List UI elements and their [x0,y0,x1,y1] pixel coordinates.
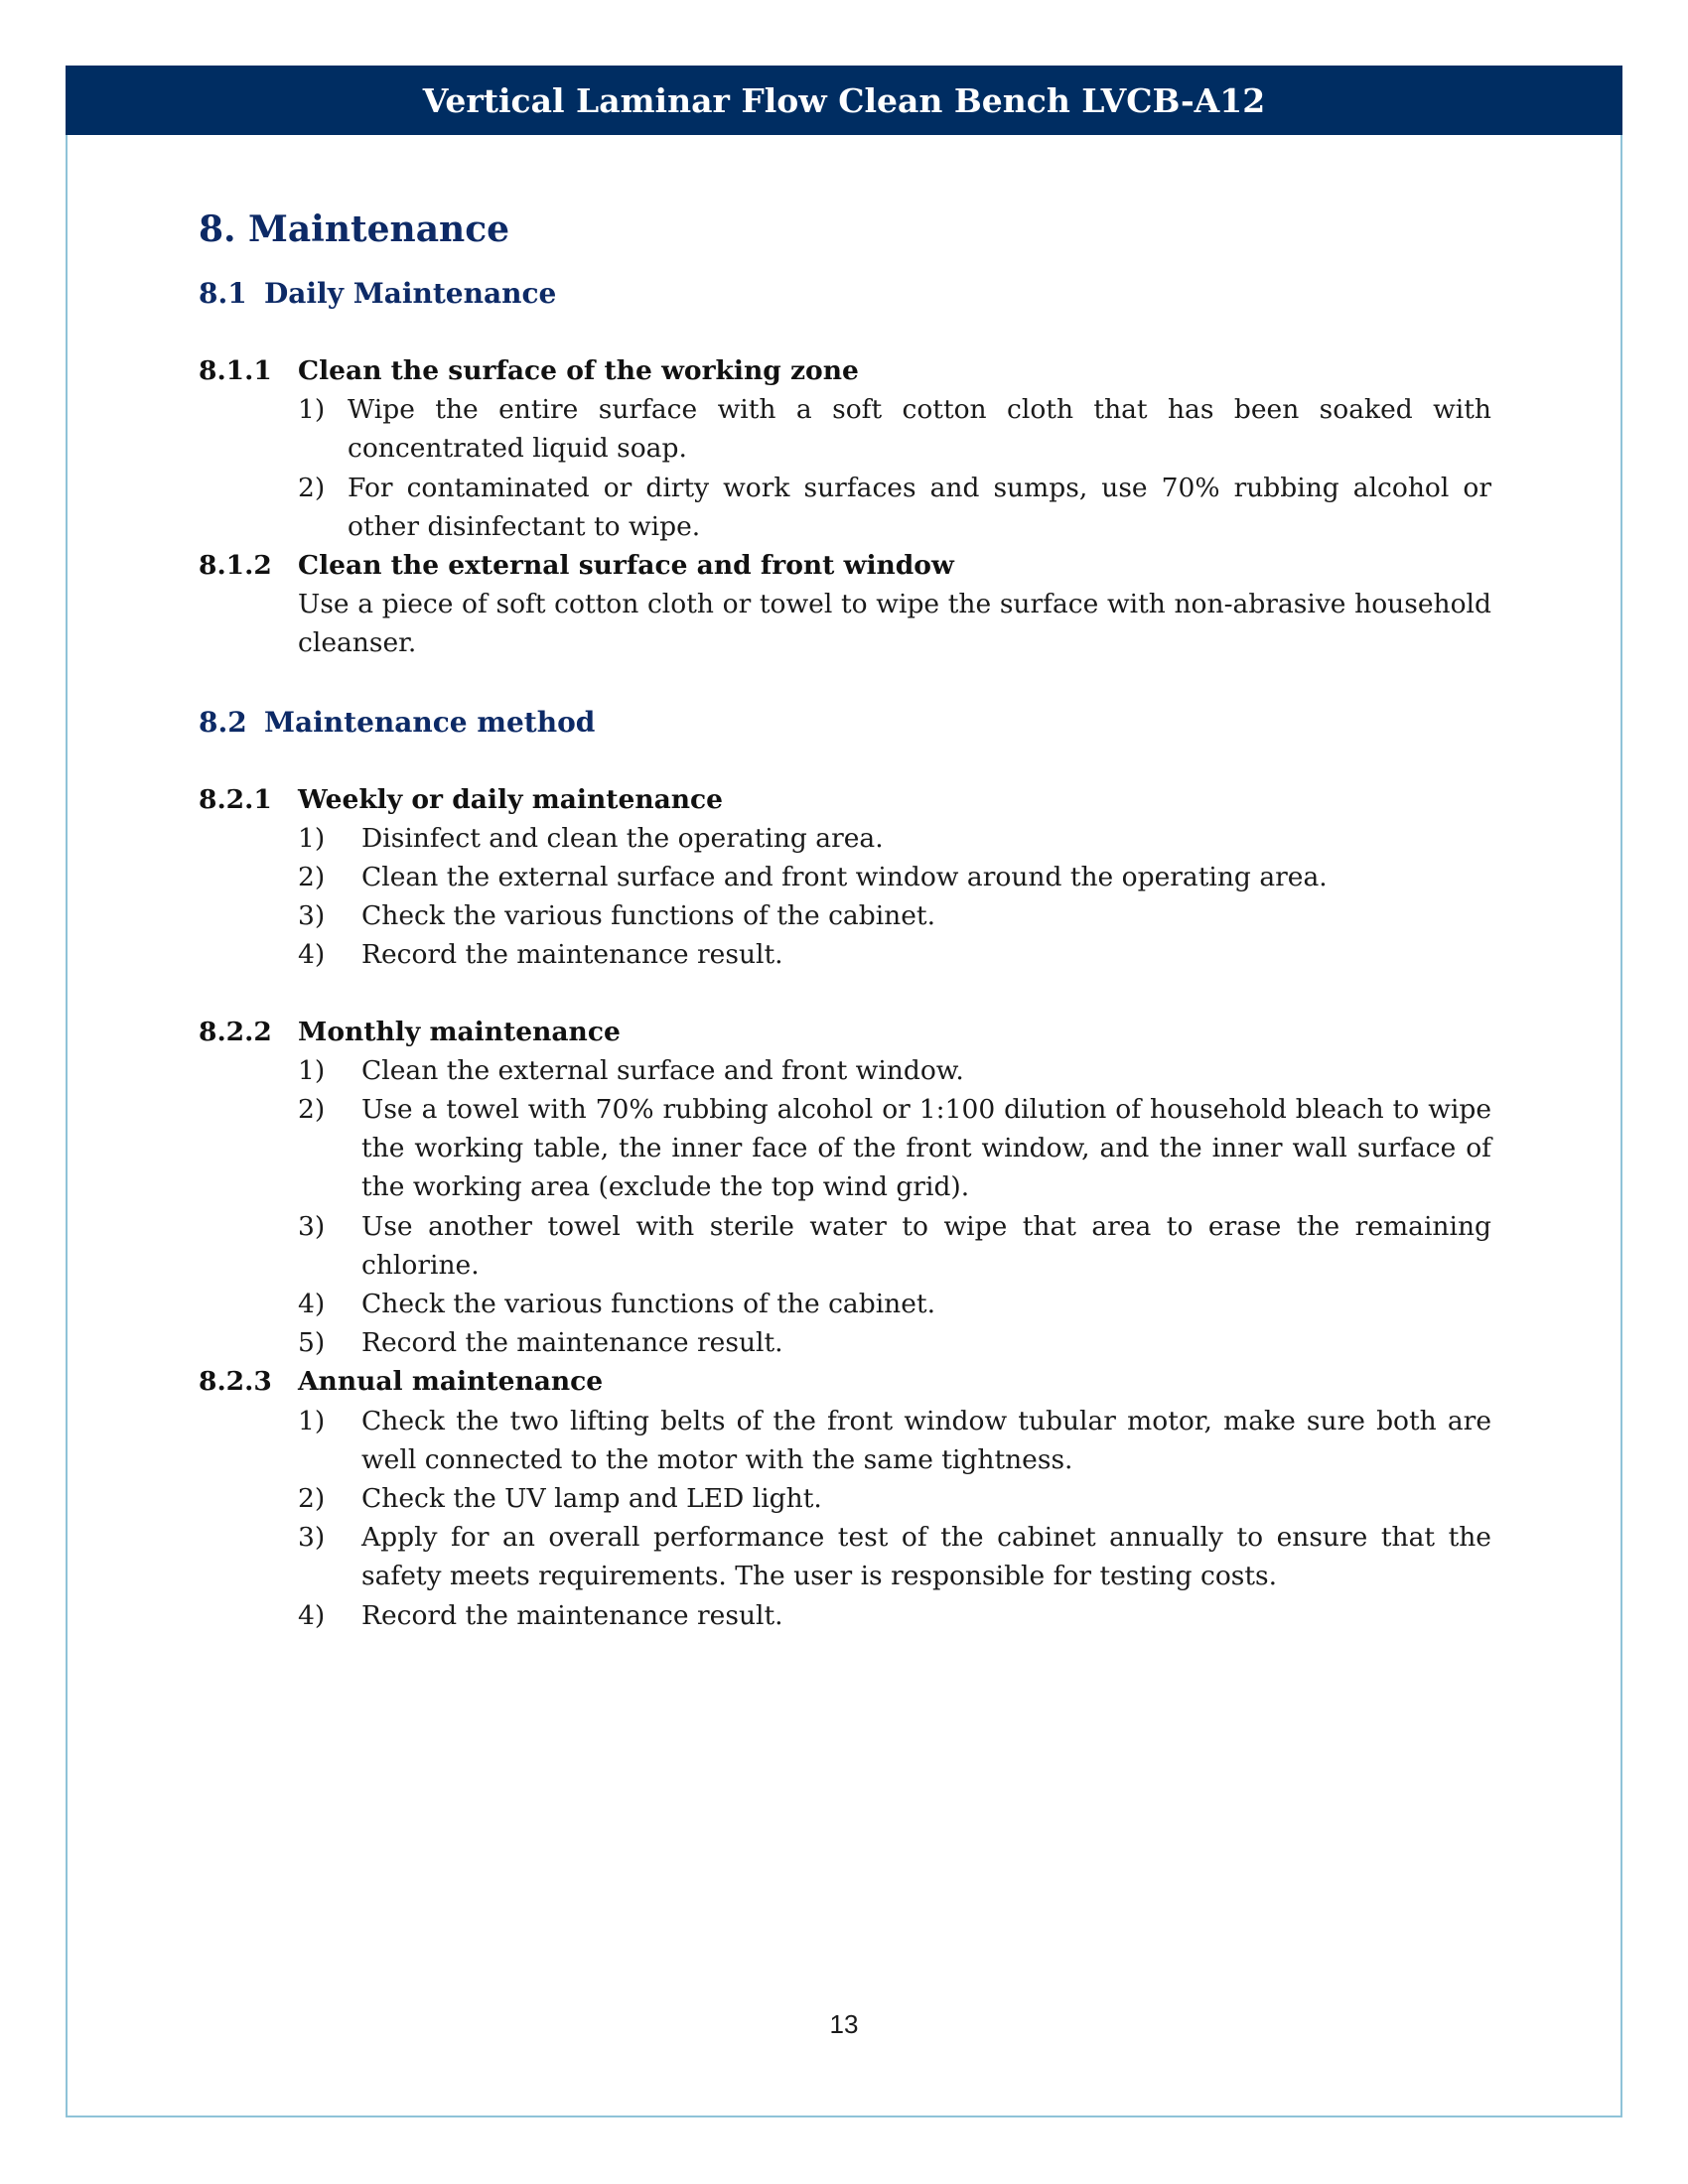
list-item: 3) Apply for an overall performance test of the cabinet annually to ensure that the safety meets requirements. The user is responsible for testing costs. [298,1522,1491,1592]
document-header [66,66,1622,135]
subsection-heading-method: 8.2 Maintenance method [199,705,596,739]
list-item: 4) Record the maintenance result. [298,1599,783,1631]
item-heading-8-2-1: 8.2.1 Weekly or daily maintenance [199,783,724,815]
page-number: 13 [829,2009,859,2039]
list-item: 3) Use another towel with sterile water to wipe that area to erase the remaining chlorine. [298,1210,1491,1281]
list-item: 2) Use a towel with 70% rubbing alcohol or 1:100 dilution of household bleach to wipe the working table, the inner face of the front window, and the inner wall surface of the working area (exclude the top wind grid). [298,1094,1491,1203]
list-8-2-3 [199,1402,1491,1635]
list-item: 2) For contaminated or dirty work surfaces and sumps, use 70% rubbing alcohol or other disinfectant to wipe. [298,472,1491,542]
item-heading-8-1-1: 8.1.1 Clean the surface of the working zone [199,355,859,386]
list-item: 3) Check the various functions of the cabinet. [298,900,935,932]
list-item: 4) Check the various functions of the cabinet. [298,1289,935,1320]
list-item: 1) Check the two lifting belts of the front window tubular motor, make sure both are well connected to the motor with the same tightness. [298,1405,1491,1475]
list-item: 5) Record the maintenance result. [298,1327,783,1359]
list-item: 2) Clean the external surface and front window around the operating area. [298,862,1328,893]
list-8-2-1 [199,819,1491,975]
list-item: 2) Check the UV lamp and LED light. [298,1483,822,1515]
subsection-heading-daily: 8.1 Daily Maintenance [199,277,557,310]
list-item: 1) Wipe the entire surface with a soft cotton cloth that has been soaked with concentrated liquid soap. [298,394,1491,465]
list-item: 4) Record the maintenance result. [298,939,783,971]
item-heading-8-2-3: 8.2.3 Annual maintenance [199,1366,604,1398]
page-content [199,189,1491,1635]
document-title: Vertical Laminar Flow Clean Bench LVCB-A12 [422,80,1266,120]
list-item: 1) Disinfect and clean the operating area. [298,822,884,854]
list-item: 1) Clean the external surface and front window. [298,1054,964,1086]
item-heading-8-1-2: 8.1.2 Clean the external surface and front window [199,550,954,582]
list-8-1-1 [199,390,1491,546]
section-heading: 8. Maintenance [199,208,510,250]
paragraph-8-1-2: Use a piece of soft cotton cloth or towel to wipe the surface with non-abrasive household cleanser. [298,589,1491,659]
item-heading-8-2-2: 8.2.2 Monthly maintenance [199,1016,621,1047]
list-8-2-2 [199,1051,1491,1363]
